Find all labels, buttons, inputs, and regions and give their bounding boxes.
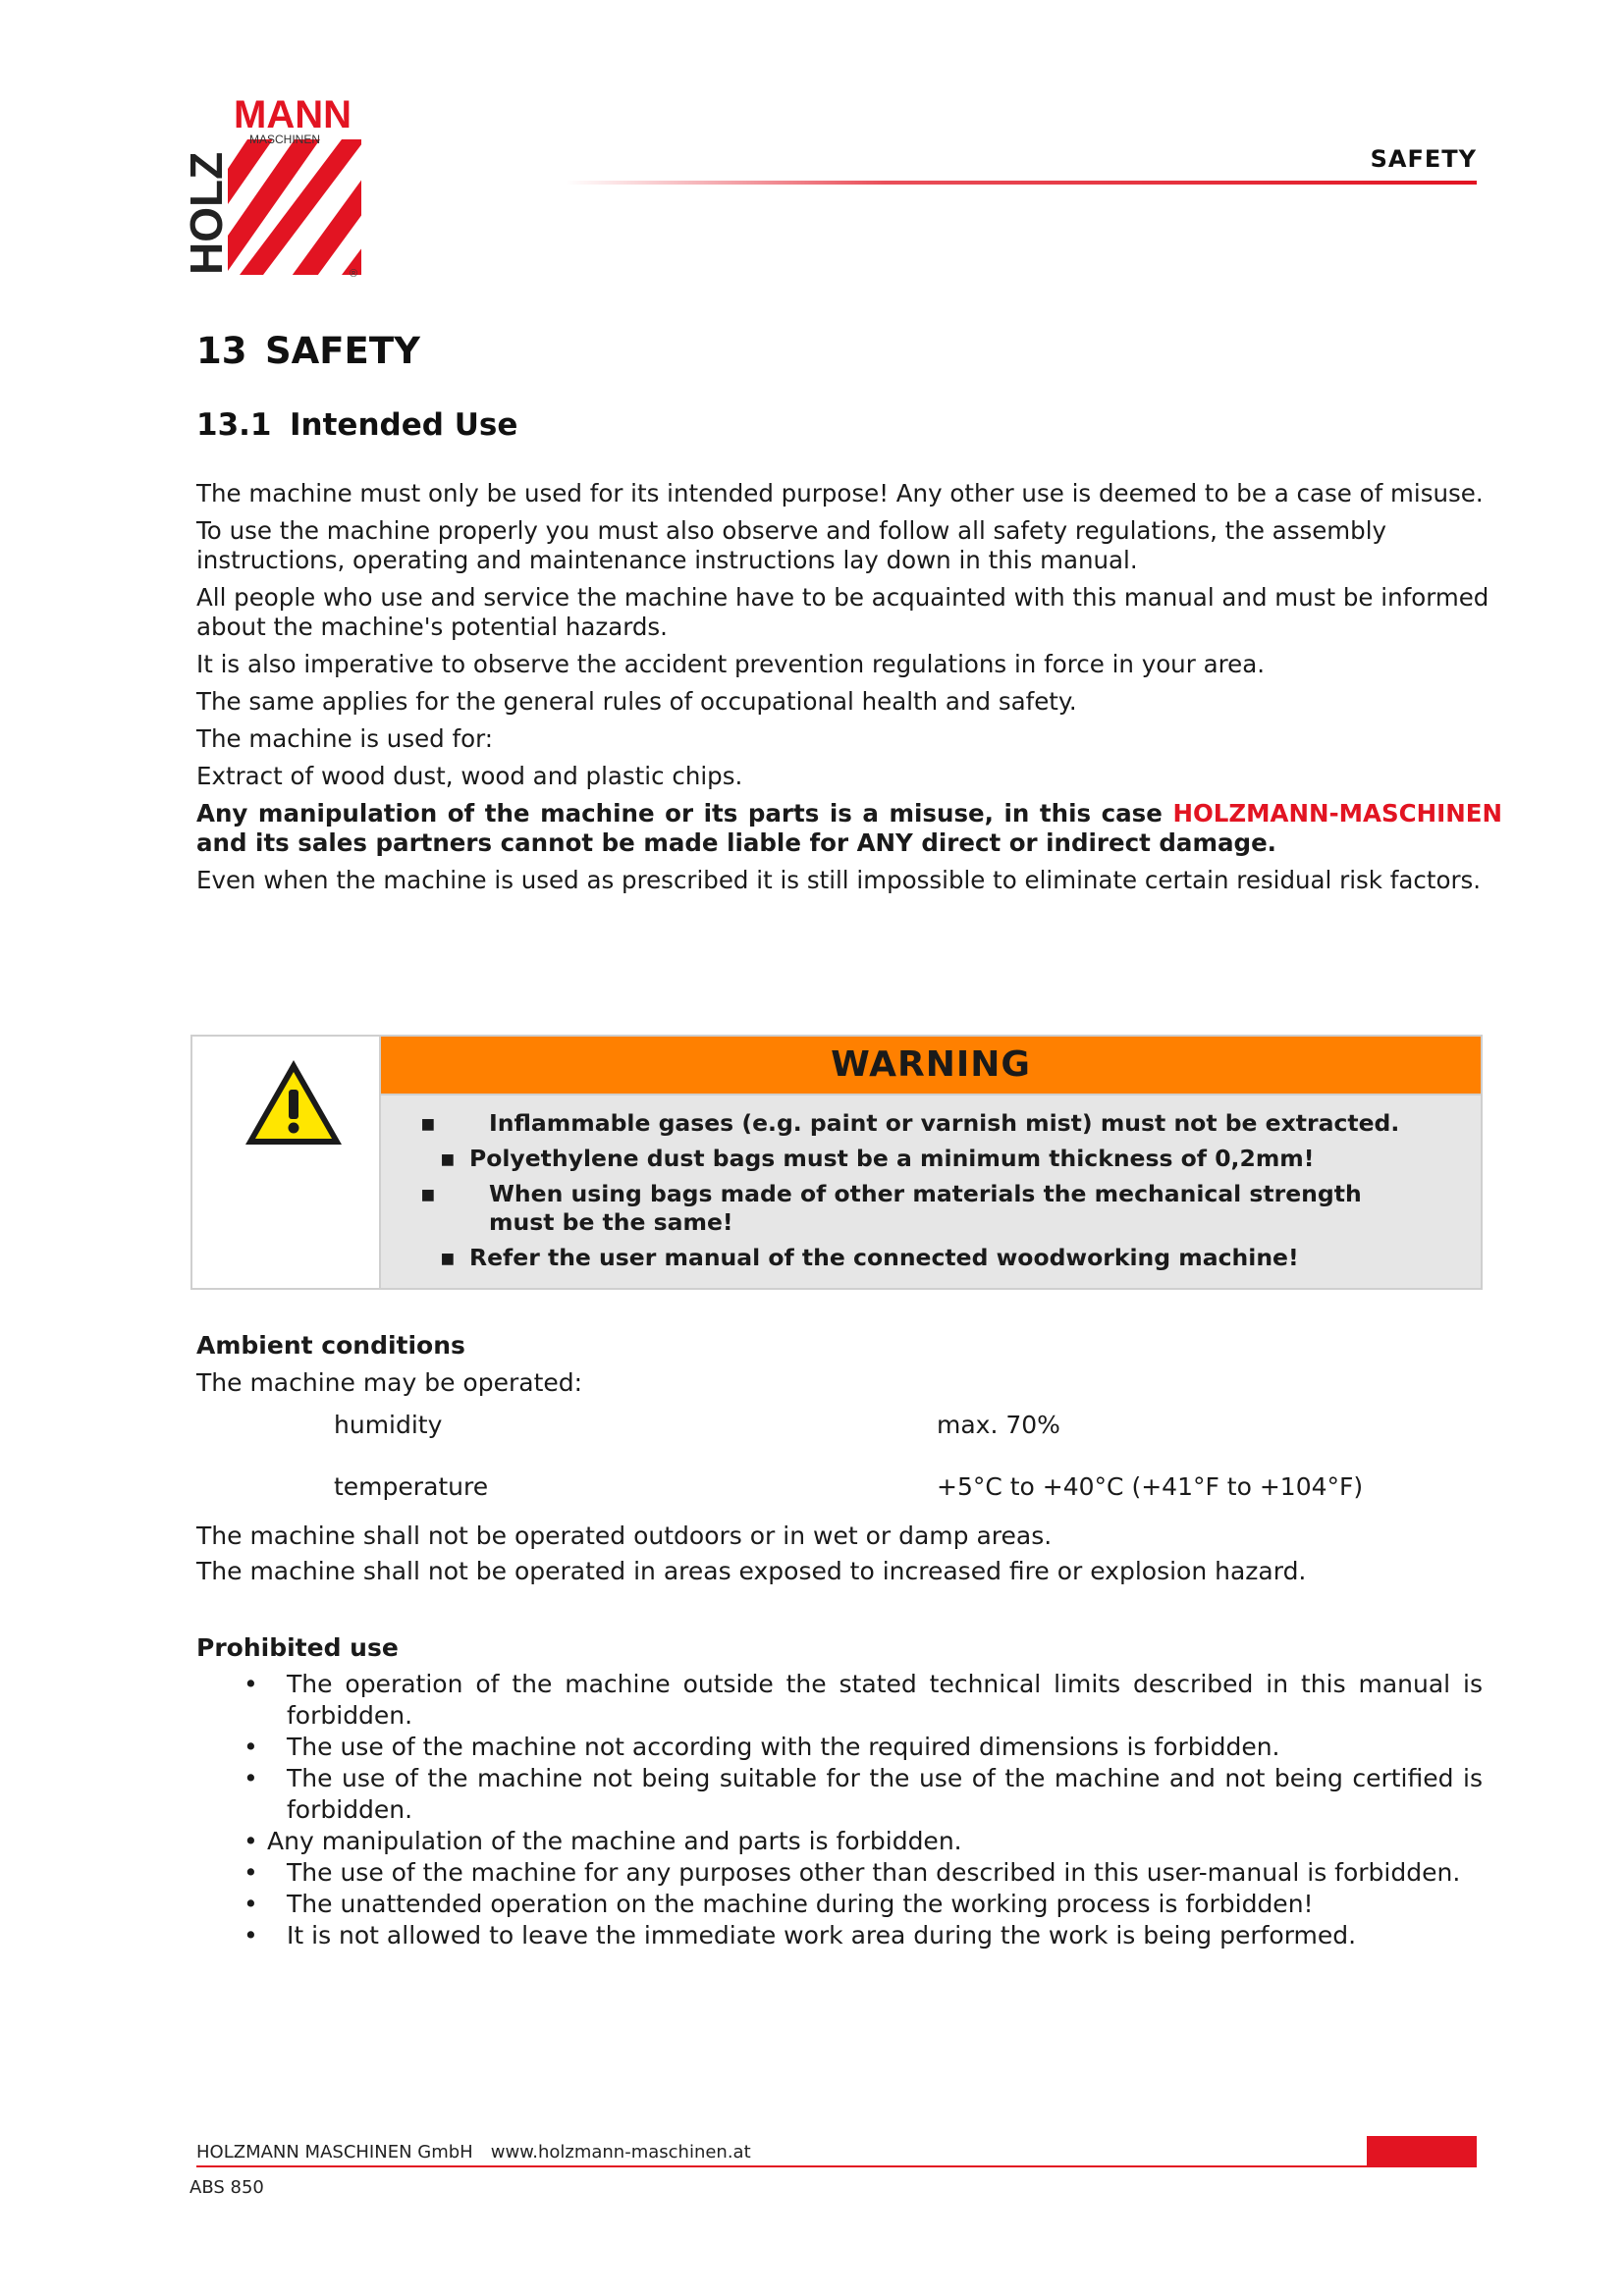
subsection-number: 13.1: [196, 407, 272, 443]
list-item: • Any manipulation of the machine and parts is forbidden.: [196, 1826, 1483, 1857]
header-title: SAFETY: [1370, 145, 1477, 173]
warning-item: ▪ When using bags made of other materials the mechanical strength must be the same!: [420, 1180, 1362, 1236]
warning-triangle-icon: [242, 1056, 346, 1148]
list-item: • The use of the machine not according with the required dimensions is forbidden.: [196, 1732, 1483, 1763]
footer-company: HOLZMANN MASCHINEN GmbH: [196, 2142, 473, 2163]
list-item: • The operation of the machine outside the stated technical limits described in this manual is forbidden.: [196, 1669, 1483, 1732]
warning-item: ▪ Polyethylene dust bags must be a minimum thickness of 0,2mm!: [440, 1145, 1315, 1172]
bullet-icon: ▪: [440, 1244, 456, 1271]
logo-registered: ®: [350, 268, 358, 279]
brand-name: HOLZMANN-MASCHINEN: [1172, 799, 1502, 828]
warning-list: [381, 1095, 1481, 1272]
ambient-title: Ambient conditions: [196, 1331, 465, 1360]
ambient-notes: [196, 1519, 1502, 1589]
warning-icon-cell: [192, 1037, 381, 1288]
list-item: • It is not allowed to leave the immediate work area during the work is being performed.: [196, 1920, 1483, 1951]
list-item: • The unattended operation on the machine during the working process is forbidden!: [196, 1889, 1483, 1920]
footer-company-line: [196, 2142, 769, 2163]
bullet-icon: ▪: [440, 1145, 456, 1172]
ambient-label-temperature: temperature: [334, 1472, 489, 1501]
list-item: • The use of the machine for any purposes other than described in this user-manual is forbidden.: [196, 1857, 1483, 1889]
subsection-title: Intended Use: [290, 407, 518, 443]
paragraph: The machine must only be used for its intended purpose! Any other use is deemed to be a case of misuse.: [196, 479, 1484, 507]
holzmann-logo: [179, 96, 365, 279]
section-heading: [196, 330, 420, 372]
footer-model: ABS 850: [189, 2177, 264, 2198]
warning-body: [381, 1095, 1481, 1288]
footer-divider: [196, 2165, 1477, 2167]
logo-brand: MANN: [234, 96, 352, 136]
section-title: SAFETY: [265, 330, 420, 372]
paragraph: Extract of wood dust, wood and plastic chips.: [196, 762, 743, 790]
section-number: 13: [196, 330, 247, 372]
paragraph: To use the machine properly you must also observe and follow all safety regulations, the assembly instructions, operating and maintenance instructions lay down in this manual.: [196, 516, 1387, 574]
ambient-value-humidity: max. 70%: [937, 1411, 1060, 1439]
ambient-value-temperature: +5°C to +40°C (+41°F to +104°F): [937, 1472, 1364, 1501]
bullet-icon: ▪: [420, 1109, 436, 1137]
prohibited-title: Prohibited use: [196, 1633, 399, 1662]
paragraph: The machine is used for:: [196, 724, 494, 753]
logo-sub: MASCHINEN: [249, 133, 321, 146]
intended-use-body: [196, 479, 1502, 903]
warning-title: WARNING: [381, 1037, 1481, 1095]
footer-url: www.holzmann-maschinen.at: [490, 2142, 751, 2163]
warning-box: [190, 1035, 1483, 1290]
prohibited-list: [196, 1669, 1483, 1951]
ambient-subtitle: The machine may be operated:: [196, 1368, 583, 1397]
warning-item: ▪ Refer the user manual of the connected woodworking machine!: [440, 1244, 1299, 1271]
subsection-heading: [196, 407, 517, 443]
ambient-note: The machine shall not be operated in areas exposed to increased fire or explosion hazard.: [196, 1557, 1307, 1585]
paragraph: The same applies for the general rules of occupational health and safety.: [196, 687, 1077, 716]
paragraph: All people who use and service the machine have to be acquainted with this manual and must be informed about the machine's potential hazards.: [196, 583, 1489, 641]
list-item: • The use of the machine not being suitable for the use of the machine and not being certified is forbidden.: [196, 1763, 1483, 1826]
bullet-icon: ▪: [420, 1180, 436, 1207]
footer-red-block: [1367, 2136, 1477, 2167]
warning-item: ▪ Inflammable gases (e.g. paint or varnish mist) must not be extracted.: [420, 1109, 1400, 1137]
ambient-label-humidity: humidity: [334, 1411, 443, 1439]
ambient-note: The machine shall not be operated outdoors or in wet or damp areas.: [196, 1522, 1053, 1550]
logo-vertical: HOLZ: [181, 151, 232, 275]
paragraph: It is also imperative to observe the accident prevention regulations in force in your area.: [196, 650, 1265, 678]
paragraph: Even when the machine is used as prescribed it is still impossible to eliminate certain residual risk factors.: [196, 866, 1482, 894]
liability-text: Any manipulation of the machine or its parts is a misuse, in this case: [196, 799, 1173, 828]
liability-text: and its sales partners cannot be made liable for ANY direct or indirect damage.: [196, 828, 1276, 857]
liability-notice: [196, 799, 1502, 858]
header-divider: [566, 181, 1477, 185]
